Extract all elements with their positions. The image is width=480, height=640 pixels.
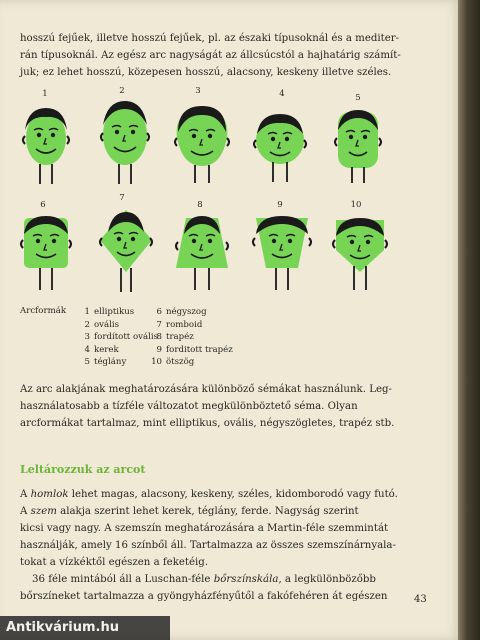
text-line: A szem alakja szerint lehet kerek, téglány, ferde. Nagyság szerint bbox=[20, 506, 359, 517]
face-number-5: 5 bbox=[355, 93, 361, 103]
text-line: bőrszíneket tartalmazza a gyöngyházfényűtől a fakófehéren át egészen bbox=[20, 591, 388, 602]
text-line: A homlok lehet magas, alacsony, keskeny, széles, kidomborodó vagy futó. bbox=[20, 489, 398, 500]
face-rectangle-illustration bbox=[328, 104, 388, 186]
face-square-illustration bbox=[14, 210, 78, 296]
face-oval-illustration bbox=[95, 95, 155, 187]
face-round-illustration bbox=[250, 104, 310, 186]
text-line: kicsi vagy nagy. A szemszín meghatározására a Martin-féle szemmintát bbox=[20, 523, 389, 534]
text-line: 36 féle mintából áll a Luschan-féle bőrszínskála, a legkülönbözőbb bbox=[32, 574, 376, 585]
legend-item: 8 trapéz bbox=[156, 332, 194, 343]
legend-item: 1 elliptikus bbox=[84, 307, 135, 317]
legend-item: 4 kerek bbox=[84, 344, 119, 355]
face-number-7: 7 bbox=[119, 193, 125, 203]
face-inverted-trapezoid-illustration bbox=[250, 210, 314, 296]
face-inventory-paragraph bbox=[20, 486, 438, 605]
text-line: rán típusoknál. Az egész arc nagyságát az állcsúcstól a hajhatárig számít- bbox=[20, 50, 401, 61]
legend-title: Arcformák bbox=[20, 306, 67, 316]
book-spine-shadow bbox=[458, 0, 480, 640]
face-number-8: 8 bbox=[197, 200, 203, 210]
text-line: használatosabb a tízféle változatot megkülönböztető séma. Olyan bbox=[20, 401, 358, 412]
legend-item: 10 ötszög bbox=[151, 357, 195, 368]
face-number-10: 10 bbox=[350, 200, 362, 210]
legend-item: 6 négyszog bbox=[156, 307, 207, 317]
legend-item: 2 ovális bbox=[84, 319, 120, 330]
legend-column-2 bbox=[150, 306, 233, 369]
text-line: arcformákat tartalmaz, mint elliptikus, ovális, négyszögletes, trapéz stb. bbox=[20, 418, 395, 429]
legend-item: 5 téglány bbox=[84, 357, 127, 368]
face-number-2: 2 bbox=[119, 86, 125, 96]
intro-paragraph bbox=[20, 30, 438, 81]
face-inverted-oval-illustration bbox=[170, 98, 234, 186]
text-line: hosszú fejűek, illetve hosszú fejűek, pl. az északi típusoknál és a mediter- bbox=[20, 33, 400, 44]
face-elliptical-illustration bbox=[16, 100, 76, 190]
legend-item: 3 fordított ovális bbox=[84, 332, 159, 343]
watermark-logo: Antikvárium.hu bbox=[0, 616, 170, 640]
section-heading: Leltározzuk az arcot bbox=[20, 463, 146, 476]
text-line: használják, amely 16 színből áll. Tartalmazza az összes szemszínárnyala- bbox=[20, 540, 396, 551]
legend-item: 7 romboid bbox=[156, 319, 203, 330]
text-line: tokat a vízkéktől egészen a feketéig. bbox=[20, 557, 209, 568]
schema-paragraph bbox=[20, 381, 438, 432]
face-number-3: 3 bbox=[195, 86, 201, 96]
face-trapezoid-illustration bbox=[170, 210, 234, 296]
face-number-6: 6 bbox=[40, 200, 46, 210]
legend-item: 9 forditott trapéz bbox=[156, 344, 233, 355]
page-number: 43 bbox=[414, 594, 427, 605]
text-line: Az arc alakjának meghatározására különböző sémákat használunk. Leg- bbox=[20, 384, 392, 395]
legend-column-1 bbox=[78, 306, 158, 369]
text-line: juk; ez lehet hosszú, közepesen hosszú, alacsony, keskeny illetve széles. bbox=[20, 67, 392, 78]
face-number-4: 4 bbox=[279, 89, 285, 99]
face-number-9: 9 bbox=[277, 200, 283, 210]
face-rhomboid-illustration bbox=[94, 204, 158, 296]
face-pentagon-illustration bbox=[328, 210, 392, 296]
face-number-1: 1 bbox=[42, 89, 48, 99]
